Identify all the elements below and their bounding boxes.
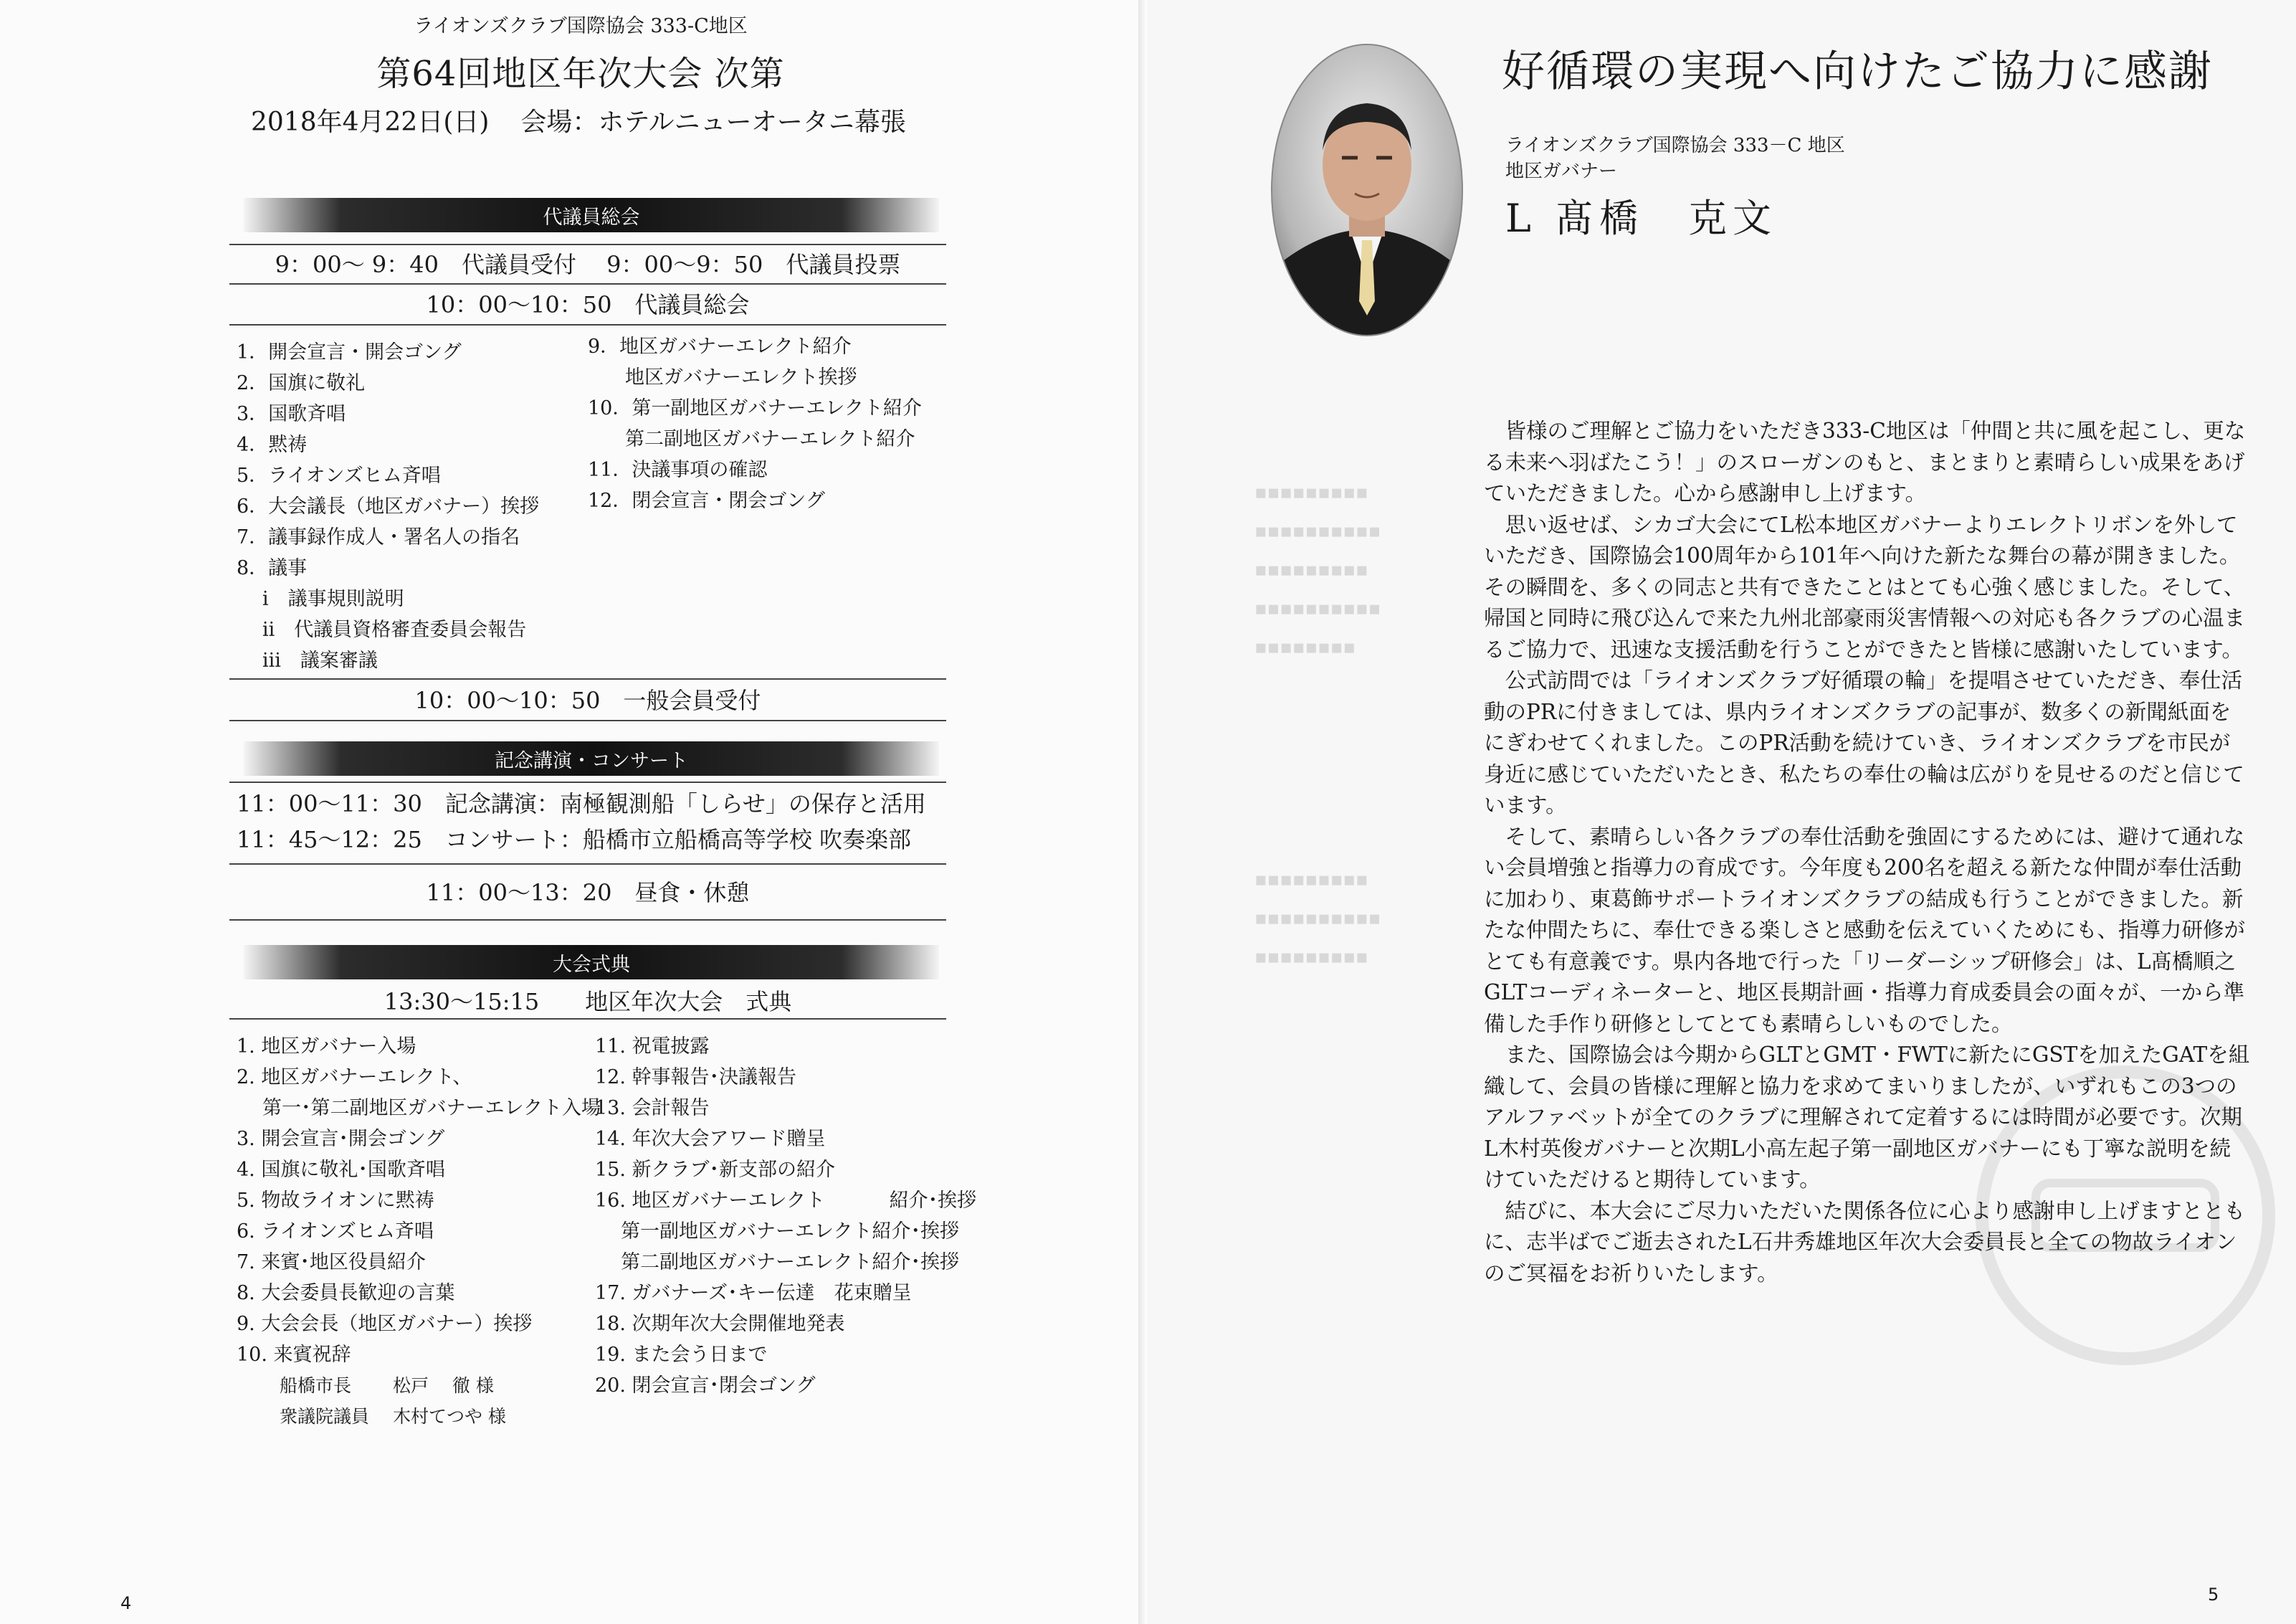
author-name: L 髙橋 克文: [1505, 196, 1778, 241]
author-organization: ライオンズクラブ国際協会 333－C 地区: [1505, 135, 1845, 156]
agenda-item: 10．第一副地区ガバナーエレクト紹介: [588, 397, 922, 419]
page-number: 5: [2208, 1585, 2219, 1605]
date-venue-line: [251, 102, 939, 138]
ceremony-item: 18. 次期年次大会開催地発表: [595, 1313, 845, 1335]
agenda-subitem: ⅱ 代議員資格審査委員会報告: [262, 619, 527, 641]
ceremony-item: 2. 地区ガバナーエレクト、: [237, 1066, 472, 1088]
agenda-item: 7．議事録作成人・署名人の指名: [237, 526, 520, 549]
ceremony-item: 14. 年次大会アワード贈呈: [595, 1128, 826, 1150]
ceremony-heading: 13:30〜15:15 地区年次大会 式典: [384, 988, 792, 1015]
message-paragraph: また、国際協会は今期からGLTとGMT・FWTに新たにGSTを加えたGATを組織して、会員の皆様に理解と協力を求めてまいりましたが、いずれもこの3つのアルファベットが全てのクラブに理解されて定着するには時間が必要です。次期L木村英俊ガバナーと次期L小高左起子第一副地区ガバナーにも丁寧な説明を続けていただけると期待しています。: [1484, 1043, 2250, 1192]
message-paragraph: 公式訪問では「ライオンズクラブ好循環の輪」を提唱させていただき、奉仕活動のPRに付きましては、県内ライオンズクラブの記事が、数多くの新聞紙面をにぎわせてくれました。このPR活動を続けていき、ライオンズクラブを市民が身近に感じていただいたとき、私たちの奉仕の輪は広がりを見せるのだと信じています。: [1484, 668, 2244, 817]
ceremony-item: 10. 来賓祝辞: [237, 1344, 351, 1366]
ceremony-agenda-left: [237, 1031, 601, 1432]
program-title: 第64回地区年次大会 次第: [376, 54, 785, 94]
agenda-item: 1．開会宣言・開会ゴング: [237, 341, 462, 364]
ceremony-item: 5. 物故ライオンに黙祷: [237, 1189, 434, 1212]
divider: [229, 1018, 946, 1020]
agenda-item: 6．大会議長（地区ガバナー）挨拶: [237, 495, 540, 518]
divider: [229, 283, 946, 285]
agenda-item: 5．ライオンズヒム斉唱: [237, 465, 441, 487]
ceremony-item: 3. 開会宣言･開会ゴング: [237, 1128, 445, 1150]
page-number: 4: [120, 1593, 132, 1613]
ceremony-item: 16. 地区ガバナーエレクト 紹介･挨拶: [595, 1189, 977, 1212]
divider: [229, 324, 946, 326]
ceremony-item: 17. ガバナーズ･キー伝達 花束贈呈: [595, 1282, 912, 1304]
section-band-ceremony: 大会式典: [244, 945, 939, 979]
ceremony-item: 第一･第二副地区ガバナーエレクト入場: [262, 1097, 601, 1119]
show-through-text: ▪▪▪▪▪▪▪▪▪ ▪▪▪▪▪▪▪▪▪▪ ▪▪▪▪▪▪▪▪▪ ▪▪▪▪▪▪▪▪▪▪ ▪▪▪▪▪▪▪▪: [1254, 482, 1381, 658]
delegate-reception-row: 9：00〜 9：40 代議員受付 9：00〜9：50 代議員投票: [275, 251, 901, 278]
show-through-text: ▪▪▪▪▪▪▪▪▪ ▪▪▪▪▪▪▪▪▪▪ ▪▪▪▪▪▪▪▪▪: [1254, 869, 1381, 968]
right-page: [1147, 0, 2296, 1624]
lecture-concert-schedule: [237, 786, 953, 858]
divider: [229, 244, 946, 245]
agenda-item: 地区ガバナーエレクト挨拶: [625, 366, 857, 389]
ceremony-item: 8. 大会委員長歓迎の言葉: [237, 1282, 455, 1304]
governor-portrait: [1270, 43, 1464, 337]
organization-name: ライオンズクラブ国際協会 333-C地区: [414, 15, 748, 37]
agenda-subitem: ⅰ 議事規則説明: [262, 588, 404, 610]
divider: [229, 782, 946, 783]
concert-row: 11：45〜12：25 コンサート：船橋市立船橋高等学校 吹奏楽部: [237, 826, 912, 853]
assembly-agenda-left: [237, 337, 539, 676]
event-venue: 会場：ホテルニューオータニ幕張: [520, 108, 906, 137]
agenda-item: 4．黙祷: [237, 434, 308, 456]
ceremony-item: 13. 会計報告: [595, 1097, 710, 1119]
ceremony-item: 4. 国旗に敬礼･国歌斉唱: [237, 1159, 445, 1181]
ceremony-item: 20. 閉会宣言･閉会ゴング: [595, 1374, 816, 1397]
lecture-row: 11：00〜11：30 記念講演：南極観測船「しらせ」の保存と活用: [237, 790, 926, 817]
ceremony-item: 7. 来賓･地区役員紹介: [237, 1251, 426, 1273]
ceremony-agenda-right: [595, 1031, 976, 1401]
agenda-item: 8．議事: [237, 557, 308, 579]
ceremony-item: 1. 地区ガバナー入場: [237, 1035, 416, 1058]
message-paragraph: 結びに、本大会にご尽力いただいた関係各位に心より感謝申し上げますとともに、志半ばでご逝去されたL石井秀雄地区年次大会委員長と全ての物故ライオンのご冥福をお祈りいたします。: [1484, 1198, 2246, 1286]
ceremony-item: 12. 幹事報告･決議報告: [595, 1066, 797, 1088]
message-paragraph: そして、素晴らしい各クラブの奉仕活動を強固にするためには、避けて通れない会員増強と指導力の育成です。今年度も200名を超える新たな仲間が奉仕活動に加わり、東葛飾サポートライオンズクラブの結成も行うことができました。新たな仲間たちに、奉仕できる楽しさと感動を伝えていくためにも、指導力研修がとても有意義です。県内各地で行った「リーダーシップ研修会」は、L髙橋順之GLTコーディネーターと、地区長期計画・指導力育成委員会の面々が、一から準備した手作り研修としてとても素晴らしいものでした。: [1484, 824, 2246, 1036]
message-paragraph: 皆様のご理解とご協力をいただき333-C地区は「仲間と共に風を起こし、更なる未来へ羽ばたこう！」のスローガンのもと、まとまりと素晴らしい成果をあげていただきました。心から感謝申し上げます。: [1484, 419, 2246, 505]
agenda-item: 第二副地区ガバナーエレクト紹介: [625, 428, 915, 450]
ceremony-item: 15. 新クラブ･新支部の紹介: [595, 1159, 836, 1181]
lunch-row: 11：00〜13：20 昼食・休憩: [426, 879, 750, 906]
left-page: [0, 0, 1147, 1624]
agenda-item: 12．閉会宣言・閉会ゴング: [588, 490, 825, 512]
ceremony-item: 6. ライオンズヒム斉唱: [237, 1220, 434, 1243]
ceremony-item: 9. 大会会長（地区ガバナー）挨拶: [237, 1313, 533, 1335]
message-paragraph: 思い返せば、シカゴ大会にてL松本地区ガバナーよりエレクトリボンを外していただき、国際協会100周年から101年へ向けた新たな舞台の幕が開きました。その瞬間を、多くの同志と共有できたことはとても心強く感じました。そして、帰国と同時に飛び込んで来た九州北部豪雨災害情報への対応も各クラブの心温まるご協力で、迅速な支援活動を行うことができたと皆様に感謝いたしています。: [1484, 512, 2246, 662]
author-role: 地区ガバナー: [1505, 161, 1618, 182]
ceremony-guest: 船橋市長 松戸 徹 様: [280, 1375, 494, 1396]
ceremony-item: 第二副地区ガバナーエレクト紹介･挨拶: [621, 1251, 959, 1273]
agenda-subitem: ⅲ 議案審議: [262, 650, 378, 672]
message-title: 好循環の実現へ向けたご協力に感謝: [1502, 47, 2213, 97]
divider: [229, 678, 946, 680]
event-date: 2018年4月22日(日): [251, 108, 490, 137]
general-reception-row: 10：00〜10：50 一般会員受付: [414, 687, 761, 714]
ceremony-guest: 衆議院議員 木村てつや 様: [280, 1406, 506, 1427]
section-band-lecture-concert: 記念講演・コンサート: [244, 741, 939, 776]
ceremony-item: 19. また会う日まで: [595, 1344, 768, 1366]
ceremony-item: 第一副地区ガバナーエレクト紹介･挨拶: [621, 1220, 959, 1243]
agenda-item: 9．地区ガバナーエレクト紹介: [588, 336, 852, 358]
divider: [229, 720, 946, 721]
divider: [229, 863, 946, 865]
ceremony-item: 11. 祝電披露: [595, 1035, 710, 1058]
message-body: [1484, 416, 2251, 1289]
delegate-assembly-row: 10：00〜10：50 代議員総会: [426, 291, 750, 318]
divider: [229, 919, 946, 921]
agenda-item: 2．国旗に敬礼: [237, 372, 366, 394]
assembly-agenda-right: [588, 331, 922, 516]
agenda-item: 11．決議事項の確認: [588, 459, 768, 481]
section-band-delegates: 代議員総会: [244, 198, 939, 232]
agenda-item: 3．国歌斉唱: [237, 403, 346, 425]
